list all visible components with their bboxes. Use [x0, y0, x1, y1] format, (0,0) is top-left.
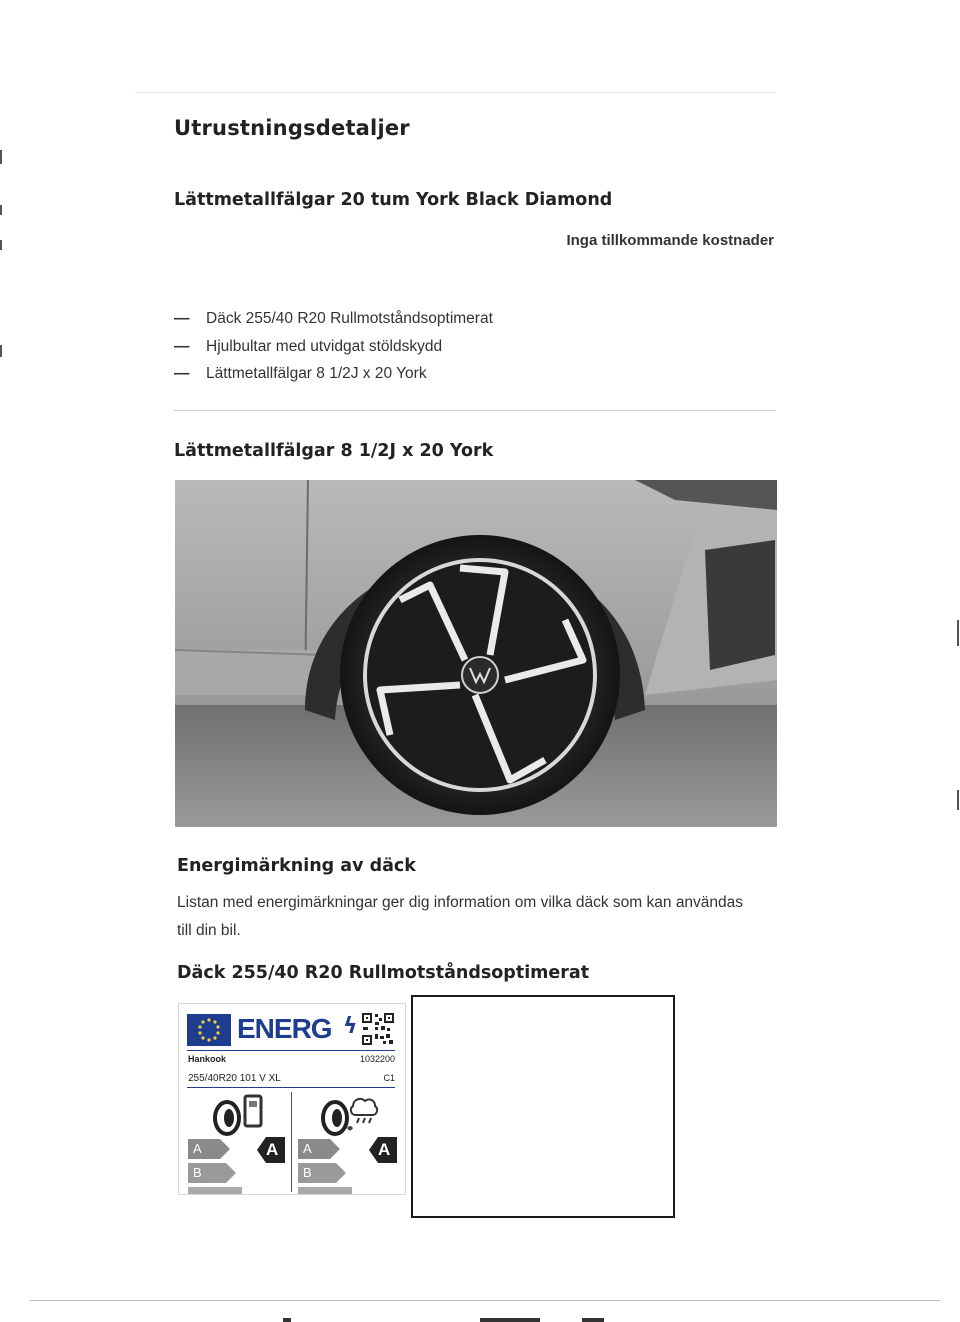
cutoff-mark [480, 1318, 540, 1322]
tyre-class: C1 [383, 1073, 395, 1083]
scale-letter: A [303, 1141, 312, 1156]
qr-code-icon [361, 1012, 395, 1046]
bottom-divider [30, 1300, 940, 1301]
energy-heading: Energimärkning av däck [177, 856, 416, 876]
article-number: 1032200 [359, 1054, 395, 1064]
tyre-size: 255/40R20 101 V XL [188, 1073, 281, 1084]
option-title: Lättmetallfälgar 20 tum York Black Diamond [174, 190, 613, 210]
scale-letter: A [193, 1141, 202, 1156]
scan-edge-mark [957, 790, 959, 810]
feature-list [174, 305, 493, 388]
tyre-brand: Hankook [188, 1054, 227, 1064]
top-divider [135, 92, 775, 93]
price-note: Inga tillkommande kostnader [566, 232, 774, 249]
bullet-dash: — [174, 310, 190, 327]
fuel-class: A [266, 1140, 279, 1159]
section-divider [174, 410, 776, 411]
energy-description: Listan med energimärkningar ger dig information om vilka däck som kan användas till din bil. [177, 894, 744, 939]
scan-edge-mark [957, 620, 959, 646]
bolt-icon: ϟ [343, 1014, 358, 1039]
list-item [174, 305, 493, 333]
scale-letter: B [303, 1165, 312, 1180]
energy-logo: ENERG [237, 1013, 332, 1044]
cutoff-mark [582, 1318, 604, 1322]
scan-edge-mark [0, 345, 2, 357]
scan-edge-mark [0, 150, 2, 164]
wheel-photo [175, 480, 777, 827]
list-item [174, 333, 493, 361]
scan-edge-mark [0, 240, 2, 250]
feature-text: Däck 255/40 R20 Rullmotståndsoptimerat [206, 310, 493, 327]
scale-letter: B [193, 1165, 202, 1180]
rain-cloud-icon [317, 1092, 381, 1138]
image-heading: Lättmetallfälgar 8 1/2J x 20 York [174, 441, 494, 461]
cutoff-mark [283, 1318, 291, 1322]
feature-text: Hjulbultar med utvidgat stöldskydd [206, 337, 443, 355]
wheel-illustration [175, 480, 777, 827]
list-item [174, 360, 493, 388]
eu-flag-icon [187, 1014, 231, 1046]
wet-grip-class: A [378, 1140, 391, 1159]
fuel-pump-icon [211, 1092, 267, 1136]
tyre-heading: Däck 255/40 R20 Rullmotståndsoptimerat [177, 963, 590, 983]
bullet-dash: — [174, 365, 190, 382]
feature-text: Lättmetallfälgar 8 1/2J x 20 York [206, 365, 427, 382]
empty-label-box [411, 995, 675, 1218]
scan-edge-mark [0, 205, 2, 215]
bumper-grille [705, 540, 775, 670]
page-title: Utrustningsdetaljer [174, 116, 410, 140]
bullet-dash: — [174, 337, 190, 355]
energy-label [178, 1003, 406, 1195]
